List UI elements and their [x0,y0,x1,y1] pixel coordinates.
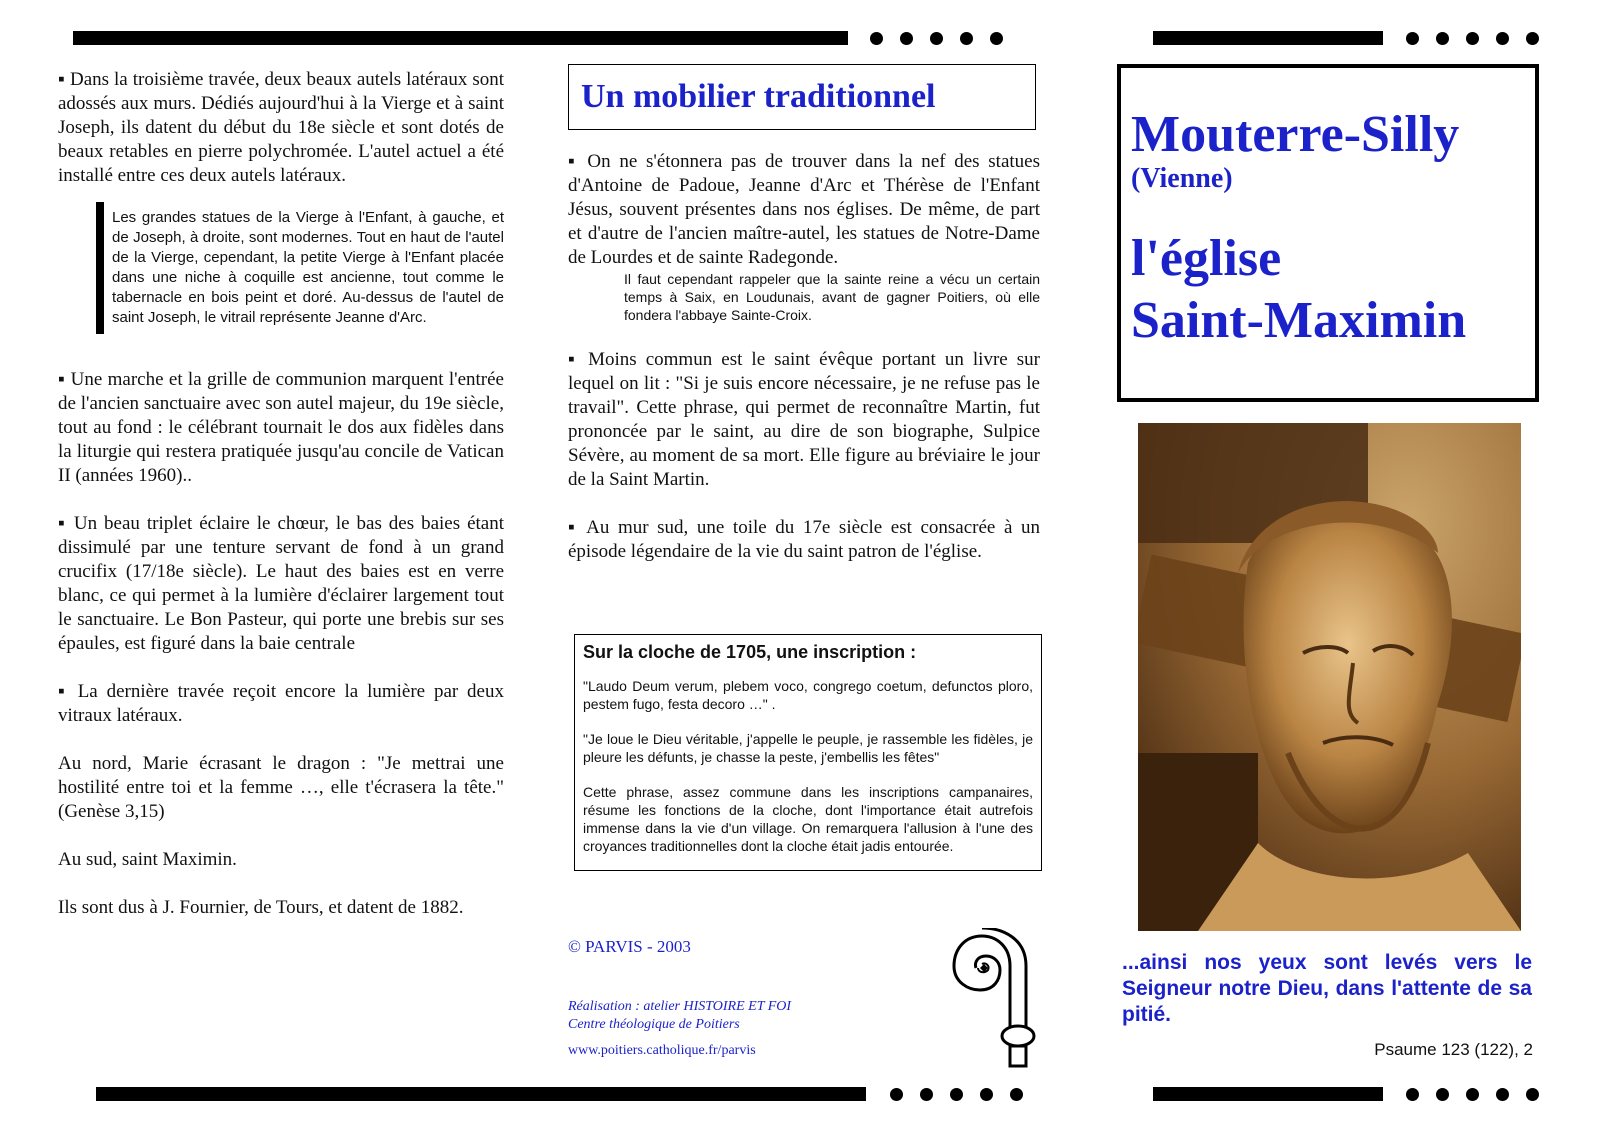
paragraph-triplet: ▪ Un beau triplet éclaire le chœur, le bas des baies étant dissimulé par une tenture servant de fond à un grand crucifix (17/18e siècle). Le haut des baies est en verre blanc, ce qui permet à la lumière d'éclairer largement tout le sanctuaire. Le Bon Pasteur, qui porte une brebis sur ses épaules, est figuré dans la baie centrale [58,513,504,654]
paragraph-south-window: Au sud, saint Maximin. [58,849,237,870]
paragraph-painting: ▪ Au mur sud, une toile du 17e siècle est consacrée à un épisode légendaire de la vie du saint patron de l'église. [568,517,1040,562]
section-heading: Un mobilier traditionnel [581,78,936,115]
bottom-dots-left [890,1088,1023,1101]
section-heading-box [568,64,1036,130]
top-rule-left [73,31,848,45]
middle-column [568,64,1040,564]
department-name: (Vienne) [1131,163,1233,194]
place-name: Mouterre-Silly [1131,106,1460,163]
crozier-logo-icon [950,928,1040,1068]
paragraph-lateral-altars: ▪ Dans la troisième travée, deux beaux autels latéraux sont adossés aux murs. Dédiés aujourd'hui à la Vierge et à saint Joseph, ils datent du début du 18e siècle et sont dotés de beaux retables en pierre polychromée. L'autel actuel a été installé entre ces deux autels latéraux. [58,69,504,186]
paragraph-last-bay: ▪ La dernière travée reçoit encore la lumière par deux vitraux latéraux. [58,681,504,726]
church-name-line-1: l'église [1131,230,1282,287]
psalm-reference: Psaume 123 (122), 2 [1374,1040,1533,1059]
credits-line-2: Centre théologique de Poitiers [568,1017,740,1032]
website-link[interactable]: www.poitiers.catholique.fr/parvis [568,1043,756,1058]
statues-quote: Les grandes statues de la Vierge à l'Enfant, à gauche, et de Joseph, à droite, sont modernes. Tout en haut de l'autel de la Vierge, cependant, la petite Vierge à l'Enfant placée dans une niche à coquille est ancienne, tout comme le tabernacle en bois peint et doré. Au-dessus de l'autel de saint Joseph, le vitrail représente Jeanne d'Arc. [96,202,504,334]
bottom-dots-right [1406,1088,1539,1101]
top-dots-left [870,32,1003,45]
bell-inscription-title: Sur la cloche de 1705, une inscription : [583,642,917,662]
paragraph-fournier: Ils sont dus à J. Fournier, de Tours, et datent de 1882. [58,897,464,918]
psalm-quote: ...ainsi nos yeux sont levés vers le Seigneur notre Dieu, dans l'attente de sa pitié. [1122,951,1532,1026]
paragraph-north-window: Au nord, Marie écrasant le dragon : "Je mettrai une hostilité entre toi et la femme …, elle t'écrasera la tête." (Genèse 3,15) [58,753,504,822]
bell-inscription-french: "Je loue le Dieu véritable, j'appelle le peuple, je rassemble les fidèles, je pleure les défunts, je chasse la peste, j'embellis les fêtes" [583,731,1033,765]
paragraph-saint-martin: ▪ Moins commun est le saint évêque portant un livre sur lequel on lit : "Si je suis encore nécessaire, je ne refuse pas le travail". Cette phrase, qui permet de reconnaître Martin, fut prononcée par le saint, au dire de son biographe, Sulpice Sévère, au moment de sa mort. Elle figure au bréviaire le jour de la Saint Martin. [568,349,1040,490]
church-name-line-2: Saint-Maximin [1131,292,1467,349]
copyright: © PARVIS - 2003 [568,937,691,956]
crucifix-photo [1138,423,1521,931]
paragraph-statues: ▪ On ne s'étonnera pas de trouver dans la nef des statues d'Antoine de Padoue, Jeanne d'Arc et Thérèse de l'Enfant Jésus, souvent présentes dans nos églises. De même, de part et d'autre de l'ancien maître-autel, les statues de Notre-Dame de Lourdes et de sainte Radegonde. [568,151,1040,268]
bell-inscription-box [574,634,1042,871]
left-column [58,68,504,920]
title-box [1117,64,1539,402]
bell-inscription-latin: "Laudo Deum verum, plebem voco, congrego coetum, defunctos ploro, pestem fugo, festa decoro …" . [583,678,1033,712]
radegonde-note: Il faut cependant rappeler que la sainte reine a vécu un certain temps à Saix, en Loudunais, avant de gagner Poitiers, où elle fondera l'abbaye Sainte-Croix. [624,271,1040,323]
top-dots-right [1406,32,1539,45]
credits-line-1: Réalisation : atelier HISTOIRE ET FOI [568,999,792,1014]
paragraph-sanctuary: ▪ Une marche et la grille de communion marquent l'entrée de l'ancien sanctuaire avec son autel majeur, du 19e siècle, tout au fond : le célébrant tournait le dos aux fidèles dans la liturgie qui restera pratiquée jusqu'au concile de Vatican II (années 1960).. [58,369,504,486]
bell-inscription-comment: Cette phrase, assez commune dans les inscriptions campanaires, résume les fonctions de la cloche, dont l'importance était autrefois immense dans la vie d'un village. On remarquera l'allusion à l'une des croyances traditionnelles dont la cloche était jadis entourée. [583,784,1033,854]
bottom-rule-left [96,1087,866,1101]
bottom-rule-right [1153,1087,1383,1101]
top-rule-right [1153,31,1383,45]
credits [568,998,791,1034]
